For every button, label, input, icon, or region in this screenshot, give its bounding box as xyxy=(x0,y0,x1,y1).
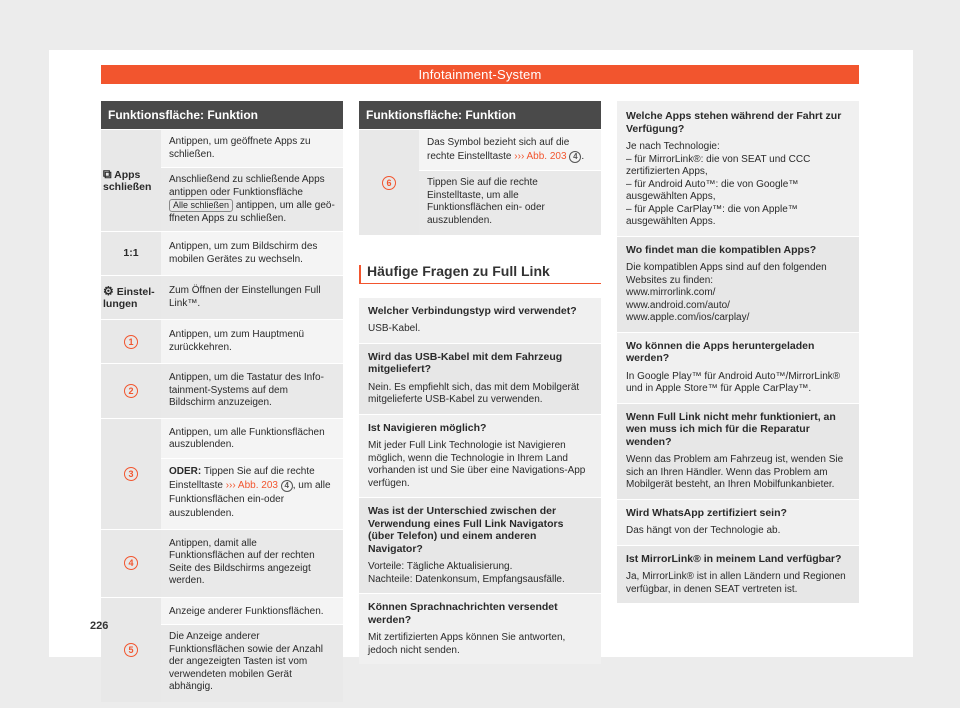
row-label: 1:1 xyxy=(101,232,161,275)
faq-item: Wenn Full Link nicht mehr funktioniert, an wen muss ich mich für die Reparatur wenden? Wenn das Problem am Fahrzeug ist, wenden Sie sich an Ihren Händler. Wenn das Problem am Mobilgerät besteht, an Ihren Mobilfunkanbieter. xyxy=(617,403,859,499)
row-description: Das Symbol bezieht sich auf die rechte Einstelltaste ››› Abb. 203 4 . xyxy=(419,130,601,170)
row-label: 2 xyxy=(101,364,161,418)
table-row xyxy=(101,597,343,702)
row-label: 1 xyxy=(101,320,161,363)
faq-item: Ist Navigieren möglich? Mit jeder Full Link Technologie ist Navigieren möglich, wenn die Technologie in Ihrem Land vorhanden ist und Sie über eine Navigations-App verfügen. xyxy=(359,414,601,498)
table-header: Funktionsfläche: Funktion xyxy=(101,101,343,129)
row-description: Tippen Sie auf die rechte Einstelltaste, um alle Funktionsflächen ein- oder auszublenden. xyxy=(419,170,601,235)
row-label: 4 xyxy=(101,530,161,597)
right-column xyxy=(617,101,859,603)
faq-item: Wird WhatsApp zertifiziert sein? Das hängt von der Technologie ab. xyxy=(617,499,859,545)
table-row xyxy=(101,319,343,363)
row-label: 3 xyxy=(101,419,161,529)
website-link[interactable]: www.mirrorlink.com/ xyxy=(626,287,716,298)
faq-title: Häufige Fragen zu Full Link xyxy=(359,265,601,284)
row-description: Antippen, um alle Funktionsflächen auszublenden. xyxy=(161,419,343,458)
close-all-button: Alle schließen xyxy=(169,199,233,212)
website-link[interactable]: www.apple.com/ios/carplay/ xyxy=(626,312,750,323)
row-description: ODER: Tippen Sie auf die rechte Einstelltaste ››› Abb. 203 4 , um alle Funktionsflächen ein-oder auszublenden. xyxy=(161,458,343,529)
faq-item: Wo findet man die kompatiblen Apps? Die kompatiblen Apps sind auf den folgenden Websites zu finden: www.mirrorlink.com/ www.android.com/auto/ www.apple.com/ios/carplay/ xyxy=(617,236,859,332)
row-description: Zum Öffnen der Einstellungen Full Link™. xyxy=(161,276,343,319)
row-description: Anzeige anderer Funktionsflächen. xyxy=(161,598,343,625)
faq-item: Können Sprachnachrichten versendet werden? Mit zertifizierten Apps können Sie antworten, jedoch nicht senden. xyxy=(359,593,601,664)
faq-item: Was ist der Unterschied zwischen der Verwendung eines Full Link Navigators (über Telefon) und einem anderen Navigator? Vorteile: Tägliche Aktualisierung. Nachteile: Datenkonsum, Empfangsausfälle. xyxy=(359,497,601,593)
website-link[interactable]: www.android.com/auto/ xyxy=(626,299,730,311)
faq-item: Wo können die Apps heruntergeladen werden? In Google Play™ für Android Auto™/MirrorLink® und in Apple Store™ für Apple CarPlay™. xyxy=(617,332,859,403)
row-description: Antippen, um geöffnete Apps zu schließen. xyxy=(161,130,343,167)
settings-icon: ⚙ xyxy=(103,283,114,298)
row-label: ⧉ Apps schließen xyxy=(101,130,161,231)
close-apps-icon: ⧉ xyxy=(103,166,112,181)
table-row xyxy=(101,231,343,275)
row-label: 5 xyxy=(101,598,161,702)
middle-column xyxy=(359,101,601,664)
row-description: Die Anzeige anderer Funktionsflächen sowie der Anzahl der angezeigten Tasten ist vom verwendeten mobilen Gerät abhängig. xyxy=(161,624,343,702)
table-row xyxy=(359,129,601,235)
faq-item: Ist MirrorLink® in meinem Land verfügbar? Ja, MirrorLink® ist in allen Ländern und Regionen verfügbar, in denen SEAT vertreten ist. xyxy=(617,545,859,604)
table-row xyxy=(101,418,343,529)
row-description: Antippen, um die Tastatur des Infotainment-Systems auf dem Bildschirm anzuzeigen. xyxy=(161,364,343,418)
table-row xyxy=(101,129,343,231)
table-row xyxy=(101,363,343,418)
row-label: 6 xyxy=(359,130,419,235)
row-description: Anschließend zu schließende Apps antippen oder Funktionsfläche Alle schließen antippen, um alle geöffneten Apps zu schließen. xyxy=(161,167,343,231)
table-row xyxy=(101,275,343,319)
table-header: Funktionsfläche: Funktion xyxy=(359,101,601,129)
function-table-left xyxy=(101,101,343,702)
figure-reference[interactable]: ››› Abb. 203 xyxy=(514,151,567,162)
row-description: Antippen, damit alle Funktionsflächen auf der rechten Seite des Bildschirms angezeigt werden. xyxy=(161,530,343,597)
faq-item: Wird das USB-Kabel mit dem Fahrzeug mitgeliefert? Nein. Es empfiehlt sich, das mit dem Mobilgerät mitgelieferte USB-Kabel zu verwenden. xyxy=(359,343,601,414)
faq-item: Welche Apps stehen während der Fahrt zur Verfügung? Je nach Technologie: – für MirrorLink®: die von SEAT und CCC zertifizierten Apps, – für Android Auto™: die von Google™ ausgewählten Apps, – für Apple CarPlay™: die von Apple™ ausgewählten Apps. xyxy=(617,101,859,236)
row-description: Antippen, um zum Bildschirm des mobilen Gerätes zu wechseln. xyxy=(161,232,343,275)
page-number: 226 xyxy=(90,620,109,632)
page-header: Infotainment-System xyxy=(101,65,859,84)
figure-reference[interactable]: ››› Abb. 203 xyxy=(225,479,278,491)
table-row xyxy=(101,529,343,597)
faq-item: Welcher Verbindungstyp wird verwendet? USB-Kabel. xyxy=(359,298,601,343)
row-label: ⚙ Einstellungen xyxy=(101,276,161,319)
row-description: Antippen, um zum Hauptmenü zurückkehren. xyxy=(161,320,343,363)
